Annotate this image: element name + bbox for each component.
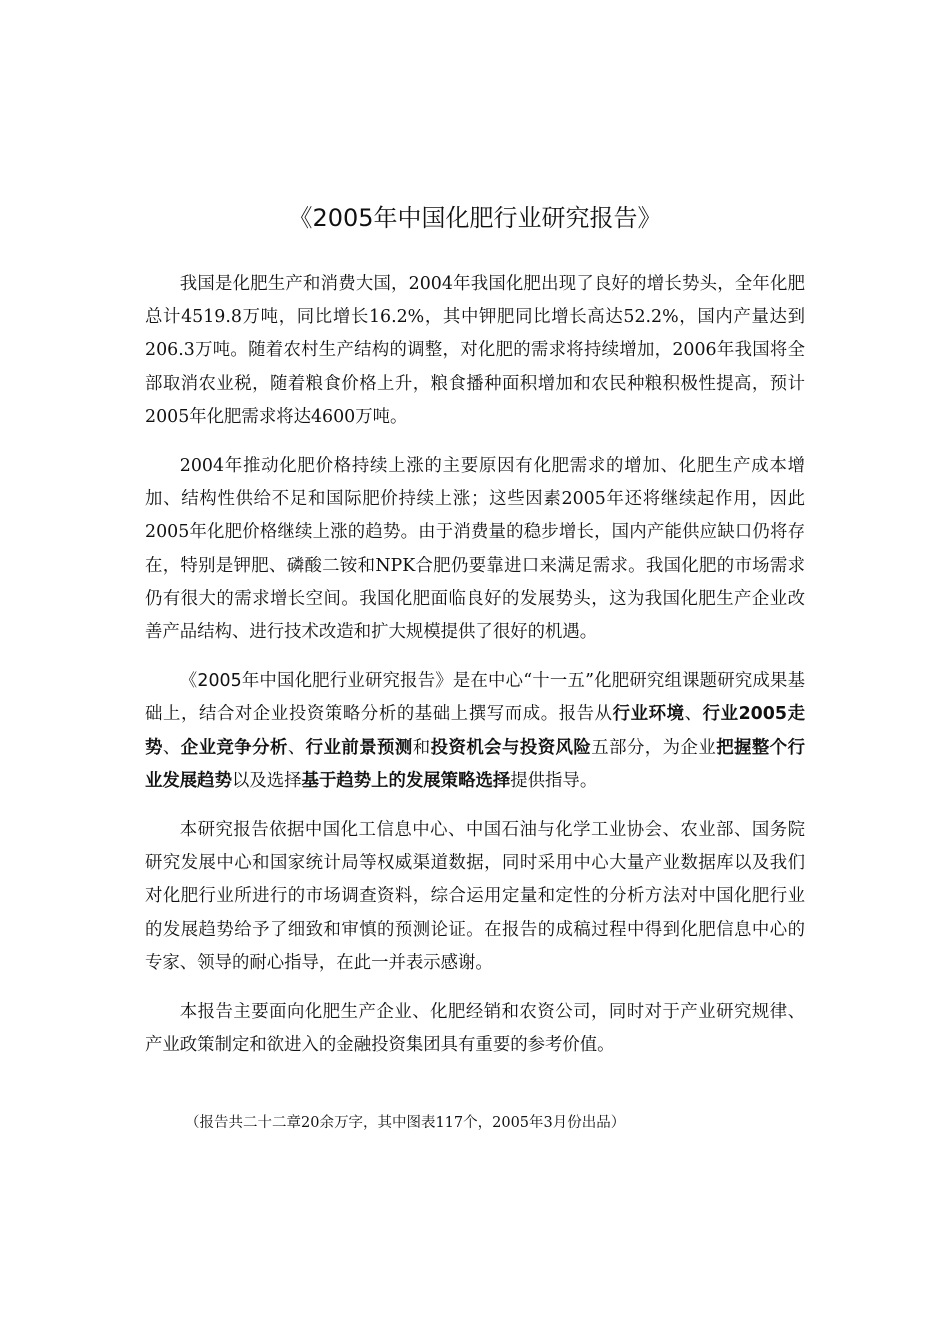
emphasis-outlook-forecast: 行业前景预测 — [305, 737, 413, 758]
emphasis-investment-risk: 投资机会与投资风险 — [430, 737, 592, 758]
report-title-reference: 《2005年中国化肥行业研究报告》 — [179, 671, 453, 692]
emphasis-industry-environment: 行业环境 — [612, 704, 685, 725]
text-segment: 以及选择 — [231, 770, 302, 791]
text-segment: 和 — [412, 737, 431, 758]
paragraph-overview: 我国是化肥生产和消费大国，2004年我国化肥出现了良好的增长势头，全年化肥总计4519.8万吨，同比增长16.2%，其中钾肥同比增长高达52.2%，国内产量达到206.3万吨。随着农村生产结构的调整，对化肥的需求将持续增加，2006年我国将全部取消农业税，随着粮食价格上升，粮食播种面积增加和农民种粮积极性提高，预计2005年化肥需求将达4600万吨。 — [145, 274, 805, 427]
paragraph-data-sources: 本研究报告依据中国化工信息中心、中国石油与化学工业协会、农业部、国务院研究发展中心和国家统计局等权威渠道数据，同时采用中心大量产业数据库以及我们对化肥行业所进行的市场调查资料，综合运用定量和定性的分析方法对中国化肥行业的发展趋势给予了细致和审慎的预测论证。在报告的成稿过程中得到化肥信息中心的专家、领导的耐心指导，在此一并表示感谢。 — [145, 820, 805, 973]
emphasis-strategy-choice: 基于趋势上的发展策略选择 — [301, 770, 511, 791]
text-segment: 提供指导。 — [510, 770, 598, 791]
text-segment: 、 — [287, 737, 306, 758]
document-title: 《2005年中国化肥行业研究报告》 — [288, 204, 662, 232]
report-info-note: （报告共二十二章20余万字，其中图表117个，2005年3月份出品） — [185, 1115, 626, 1131]
paragraph-audience: 本报告主要面向化肥生产企业、化肥经销和农资公司，同时对于产业研究规律、产业政策制定和欲进入的金融投资集团具有重要的参考价值。 — [145, 1002, 805, 1056]
emphasis-competition-analysis: 企业竞争分析 — [180, 737, 288, 758]
paragraph-report-structure — [145, 665, 805, 798]
text-segment: 是在中心“十一五”化肥研究组课题研究成果基础上，结合对企业投资策略分析的基础上撰写而成。报告从 — [145, 671, 805, 725]
text-segment: 五部分，为企业 — [591, 737, 717, 758]
paragraph-price-trend: 2004年推动化肥价格持续上涨的主要原因有化肥需求的增加、化肥生产成本增加、结构性供给不足和国际肥价持续上涨；这些因素2005年还将继续起作用，因此2005年化肥价格继续上涨的趋势。由于消费量的稳步增长，国内产能供应缺口仍将存在，特别是钾肥、磷酸二铵和NPK合肥仍要靠进口来满足需求。我国化肥的市场需求仍有很大的需求增长空间。我国化肥面临良好的发展势头，这为我国化肥生产企业改善产品结构、进行技术改造和扩大规模提供了很好的机遇。 — [145, 456, 805, 643]
document-body — [145, 268, 805, 1078]
text-segment: 、 — [684, 704, 703, 725]
text-segment: 、 — [162, 737, 181, 758]
emphasis-industry-trend: 行业2005走势 — [145, 704, 805, 758]
emphasis-grasp-trend: 把握整个行业发展趋势 — [145, 737, 805, 791]
